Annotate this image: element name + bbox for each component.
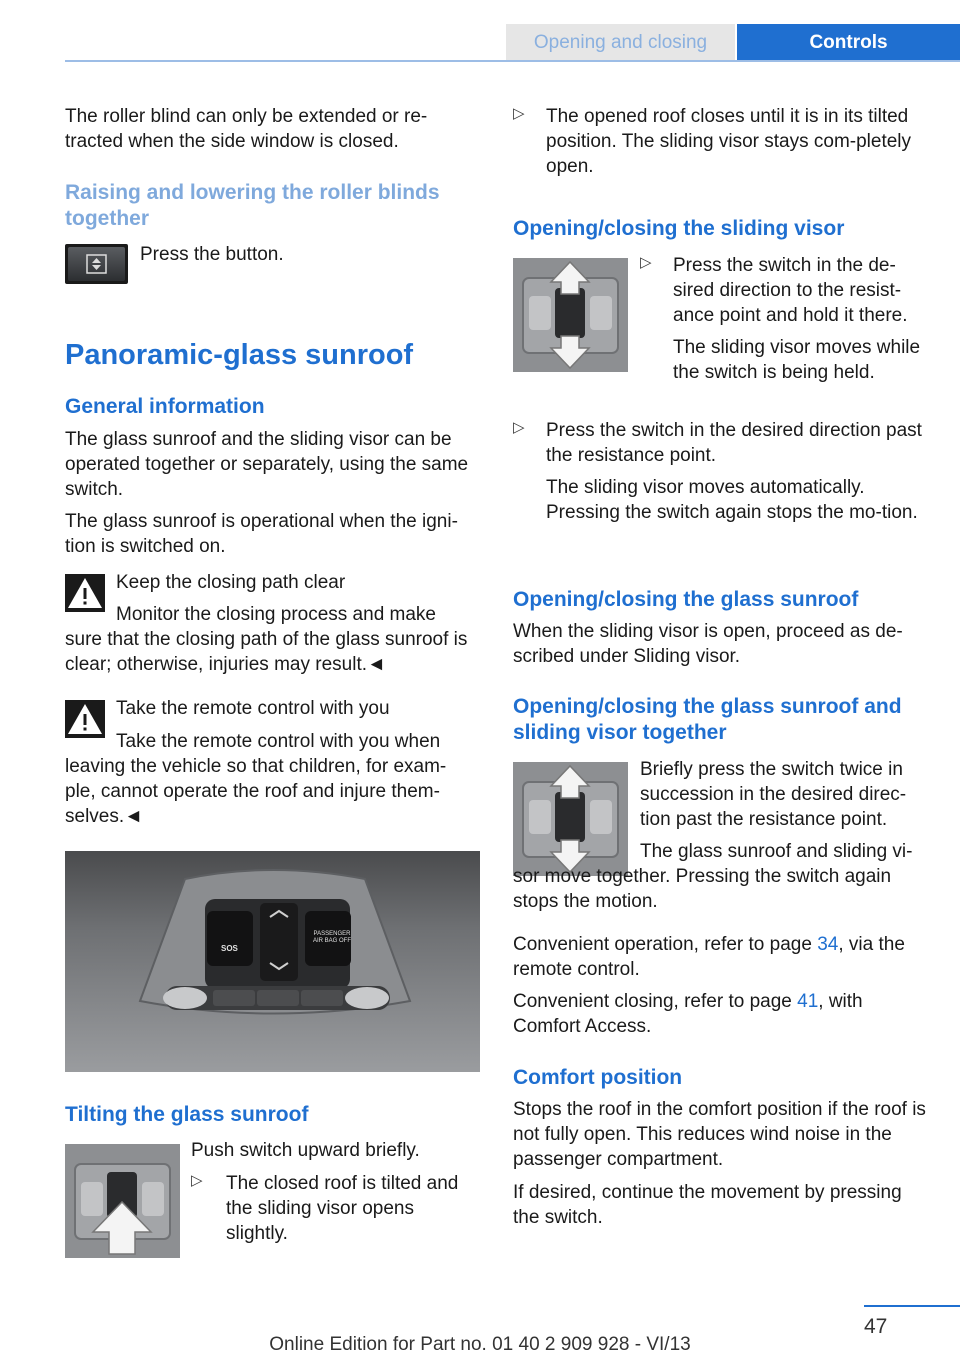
convenient-closing-paragraph: Convenient closing, refer to page 41, with Comfort Access. [513, 991, 863, 1037]
footer-rule [864, 1305, 960, 1307]
sunroof-title: Panoramic-glass sunroof [65, 339, 414, 371]
roof-console-photo [65, 851, 480, 1072]
glass-sunroof-paragraph: When the sliding visor is open, proceed as de-scribed under Sliding visor. [513, 621, 903, 667]
chapter-tab: Controls [737, 24, 960, 62]
warning-1-title: Keep the closing path clear [116, 572, 346, 593]
roller-blind-icon [65, 244, 128, 284]
glass-sunroof-heading: Opening/closing the glass sunroof [513, 588, 859, 611]
switch-up-down-image-1 [513, 258, 628, 372]
comfort-paragraph-1: Stops the roof in the comfort position if the roof is not fully open. This reduces wind noise in the passenger compartment. [513, 1099, 926, 1170]
general-info-heading: General information [65, 395, 265, 418]
warning-1-body: Monitor the closing process and make sure that the closing path of the glass sunroof is clear; otherwise, injuries may result.◄ [65, 604, 468, 675]
bullet-opened-roof: ▷ The opened roof closes until it is in its tilted position. The sliding visor stays com-pletely open. [513, 105, 912, 177]
page-number: 47 [864, 1315, 888, 1338]
bullet-icon: ▷ [191, 1172, 203, 1189]
footer-edition: Online Edition for Part no. 01 40 2 909 928 - VI/13 [269, 1334, 691, 1355]
general-paragraph-1: The glass sunroof and the sliding visor can be operated together or separately, using the same switch. [65, 429, 469, 500]
page-34-link[interactable]: 34 [817, 934, 839, 955]
together-heading: Opening/closing the glass sunroof and sliding visor together [513, 695, 902, 744]
page-41-link[interactable]: 41 [797, 991, 819, 1012]
comfort-paragraph-2: If desired, continue the movement by pressing the switch. [513, 1182, 902, 1228]
section-tab: Opening and closing [506, 24, 735, 62]
roller-blind-button-image [65, 244, 128, 284]
roller-blind-paragraph: The roller blind can only be extended or re-tracted when the side window is closed. [65, 106, 428, 152]
comfort-position-heading: Comfort position [513, 1066, 683, 1089]
warning-2-title: Take the remote control with you [116, 698, 390, 719]
bullet-icon: ▷ [513, 105, 525, 122]
header-rule [65, 60, 960, 62]
sliding-visor-heading: Opening/closing the sliding visor [513, 217, 845, 240]
bullet-closed-roof: ▷ The closed roof is tilted and the sliding visor opens slightly. [191, 1172, 459, 1244]
raise-lower-heading: Raising and lowering the roller blinds together [65, 181, 440, 230]
warning-2-body: Take the remote control with you when leaving the vehicle so that children, for exam-ple, cannot operate the roof and injure them-selves.◄ [65, 731, 447, 827]
together-paragraph-1: Briefly press the switch twice in succession in the desired direc-tion past the resistance point. [640, 759, 907, 830]
together-paragraph-2: The glass sunroof and sliding vi-sor move together. Pressing the switch again stops the motion. [513, 841, 913, 912]
passenger-airbag-label: PASSENGER AIR BAG OFF [312, 931, 351, 944]
bullet-icon: ▷ [513, 419, 525, 436]
general-paragraph-2: The glass sunroof is operational when the igni-tion is switched on. [65, 511, 458, 557]
push-switch-text: Push switch upward briefly. [191, 1140, 420, 1161]
bullet-visor-auto: ▷ Press the switch in the desired direction past the resistance point. The sliding visor moves automatically. Pressing the switch again stops the mo-tion. [513, 419, 922, 523]
bullet-icon: ▷ [640, 254, 652, 271]
switch-push-up-image [65, 1144, 180, 1258]
tilting-heading: Tilting the glass sunroof [65, 1103, 309, 1126]
convenient-operation-paragraph: Convenient operation, refer to page 34, via the remote control. [513, 934, 905, 980]
sos-label: SOS [221, 944, 238, 953]
bullet-visor-hold: ▷ Press the switch in the de-sired direction to the resist-ance point and hold it there. The sliding visor moves while the switch is being held. [640, 254, 921, 383]
press-button-text: Press the button. [140, 244, 284, 265]
